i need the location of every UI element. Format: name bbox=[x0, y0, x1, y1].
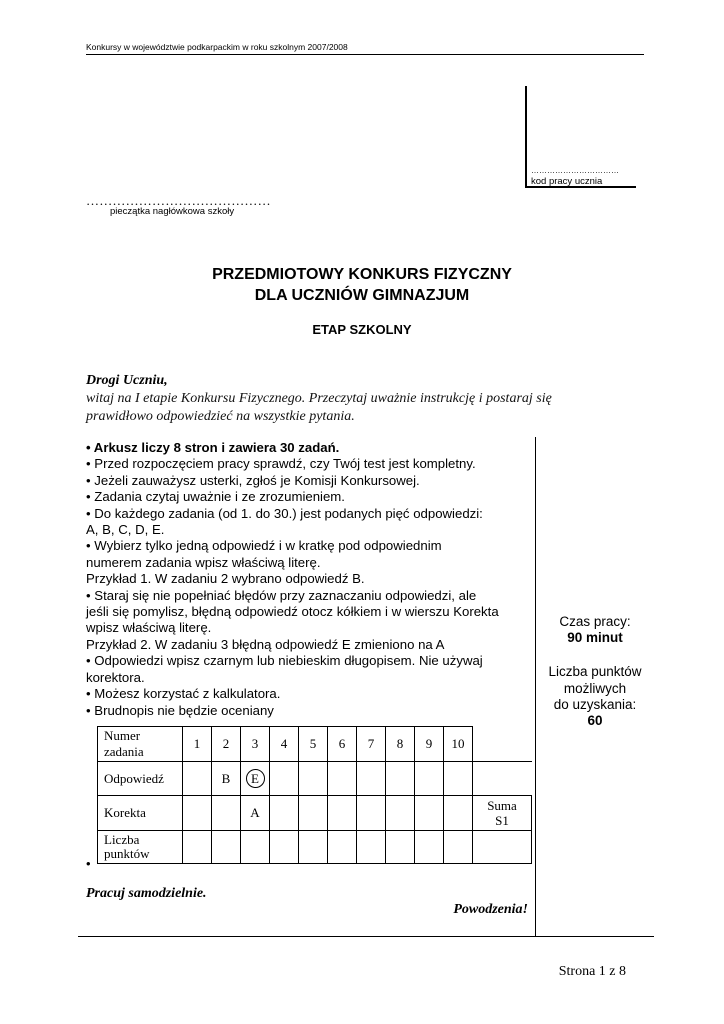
page-number: Strona 1 z 8 bbox=[558, 964, 626, 979]
instruction-line: • Odpowiedzi wpisz czarnym lub niebieskim długopisem. Nie używaj bbox=[86, 653, 483, 669]
instruction-line: A, B, C, D, E. bbox=[86, 522, 165, 538]
correction-cell[interactable] bbox=[212, 796, 241, 831]
table-row-answers bbox=[98, 762, 532, 796]
correction-cell[interactable] bbox=[183, 796, 212, 831]
answer-cell[interactable] bbox=[183, 762, 212, 796]
task-number: 6 bbox=[328, 727, 357, 762]
instruction-line: • Jeżeli zauważysz usterki, zgłoś je Komisji Konkursowej. bbox=[86, 472, 420, 488]
table-blank-cell bbox=[473, 762, 532, 796]
instruction-line: Przykład 2. W zadaniu 3 błędną odpowiedź E zmieniono na A bbox=[86, 636, 445, 652]
correction-cell[interactable] bbox=[357, 796, 386, 831]
instruction-line: korektora. bbox=[86, 669, 145, 685]
task-number: 1 bbox=[183, 727, 212, 762]
page-header: Konkursy w województwie podkarpackim w roku szkolnym 2007/2008 bbox=[86, 42, 348, 52]
school-stamp-label: pieczątka nagłówkowa szkoły bbox=[110, 206, 235, 217]
instruction-line: numerem zadania wpisz właściwą literę. bbox=[86, 554, 321, 570]
points-label-line1: Liczba punktów bbox=[548, 664, 642, 679]
points-cell[interactable] bbox=[415, 831, 444, 864]
points-cell[interactable] bbox=[241, 831, 270, 864]
greeting: Drogi Uczniu, bbox=[86, 373, 168, 388]
points-cell[interactable] bbox=[270, 831, 299, 864]
task-number: 7 bbox=[357, 727, 386, 762]
points-cell[interactable] bbox=[212, 831, 241, 864]
table-row-points bbox=[98, 831, 532, 864]
task-number: 9 bbox=[415, 727, 444, 762]
sum-label: Suma S1 bbox=[473, 796, 532, 831]
points-cell[interactable] bbox=[357, 831, 386, 864]
school-stamp-dots: …………………………………… bbox=[86, 193, 271, 208]
correction-cell[interactable] bbox=[415, 796, 444, 831]
instruction-line: • Zadania czytaj uważnie i ze zrozumieniem. bbox=[86, 489, 345, 505]
instruction-line: wpisz właściwą literę. bbox=[86, 620, 212, 636]
student-code-dots: …………………………… bbox=[531, 166, 619, 175]
answer-table bbox=[97, 726, 532, 864]
points-cell[interactable] bbox=[299, 831, 328, 864]
points-label-line3: do uzyskania: bbox=[553, 697, 637, 712]
sum-cell[interactable] bbox=[473, 831, 532, 864]
table-row-corrections bbox=[98, 796, 532, 831]
header-divider bbox=[86, 54, 644, 55]
instruction-line: • Przed rozpoczęciem pracy sprawdź, czy Twój test jest kompletny. bbox=[86, 456, 476, 472]
bullet-point: • bbox=[86, 856, 91, 871]
time-value: 90 minut bbox=[567, 630, 623, 645]
task-number: 3 bbox=[241, 727, 270, 762]
circled-answer: E bbox=[246, 769, 265, 788]
student-code-box-bottom-border bbox=[525, 186, 636, 188]
points-cell[interactable] bbox=[183, 831, 212, 864]
answer-cell[interactable] bbox=[328, 762, 357, 796]
points-value: 60 bbox=[587, 713, 603, 728]
points-cell[interactable] bbox=[444, 831, 473, 864]
row-label-number: Numer zadania bbox=[98, 727, 183, 762]
answer-cell[interactable] bbox=[415, 762, 444, 796]
task-number: 8 bbox=[386, 727, 415, 762]
instruction-line: • Wybierz tylko jedną odpowiedź i w kratkę pod odpowiednim bbox=[86, 538, 442, 554]
answer-cell[interactable] bbox=[299, 762, 328, 796]
table-blank-cell bbox=[473, 727, 532, 762]
student-code-box-left-border bbox=[525, 86, 527, 187]
task-number: 4 bbox=[270, 727, 299, 762]
answer-cell[interactable] bbox=[444, 762, 473, 796]
contest-title-line2: DLA UCZNIÓW GIMNAZJUM bbox=[254, 287, 470, 304]
answer-cell[interactable] bbox=[386, 762, 415, 796]
instruction-list bbox=[86, 440, 526, 719]
instruction-line: • Brudnopis nie będzie oceniany bbox=[86, 702, 274, 718]
correction-cell[interactable] bbox=[444, 796, 473, 831]
time-label: Czas pracy: bbox=[559, 614, 631, 629]
answer-cell-circled[interactable] bbox=[241, 762, 270, 796]
instruction-line: • Arkusz liczy 8 stron i zawiera 30 zadań. bbox=[86, 440, 340, 455]
task-number: 5 bbox=[299, 727, 328, 762]
task-number: 10 bbox=[444, 727, 473, 762]
instruction-line: • Staraj się nie popełniać błędów przy zaznaczaniu odpowiedzi, ale bbox=[86, 587, 477, 603]
instruction-line: jeśli się pomylisz, błędną odpowiedź otocz kółkiem i w wierszu Korekta bbox=[86, 604, 499, 620]
points-cell[interactable] bbox=[328, 831, 357, 864]
answer-cell[interactable] bbox=[270, 762, 299, 796]
row-label-answer: Odpowiedź bbox=[98, 762, 183, 796]
contest-title-line1: PRZEDMIOTOWY KONKURS FIZYCZNY bbox=[212, 266, 512, 283]
instruction-line: • Do każdego zadania (od 1. do 30.) jest podanych pięć odpowiedzi: bbox=[86, 505, 483, 521]
row-label-points: Liczba punktów bbox=[98, 831, 183, 864]
instruction-line: • Możesz korzystać z kalkulatora. bbox=[86, 686, 281, 702]
table-row-numbers bbox=[98, 727, 532, 762]
good-luck-note: Powodzenia! bbox=[453, 902, 528, 917]
task-number: 2 bbox=[212, 727, 241, 762]
answer-cell[interactable] bbox=[357, 762, 386, 796]
points-label-line2: możliwych bbox=[563, 681, 627, 696]
points-cell[interactable] bbox=[386, 831, 415, 864]
correction-cell[interactable] bbox=[270, 796, 299, 831]
contest-stage: ETAP SZKOLNY bbox=[312, 322, 412, 337]
row-label-correction: Korekta bbox=[98, 796, 183, 831]
answer-cell[interactable]: B bbox=[212, 762, 241, 796]
correction-cell[interactable] bbox=[299, 796, 328, 831]
correction-cell[interactable] bbox=[328, 796, 357, 831]
correction-cell[interactable]: A bbox=[241, 796, 270, 831]
work-alone-note: Pracuj samodzielnie. bbox=[86, 886, 207, 901]
instruction-box-bottom-border bbox=[78, 936, 654, 937]
student-code-label: kod pracy ucznia bbox=[531, 176, 603, 187]
correction-cell[interactable] bbox=[386, 796, 415, 831]
instruction-line: Przykład 1. W zadaniu 2 wybrano odpowiedź B. bbox=[86, 571, 365, 587]
intro-text: witaj na I etapie Konkursu Fizycznego. Przeczytaj uważnie instrukcję i postaraj się prawidłowo odpowiedzieć na wszystkie pytania. bbox=[86, 391, 552, 424]
